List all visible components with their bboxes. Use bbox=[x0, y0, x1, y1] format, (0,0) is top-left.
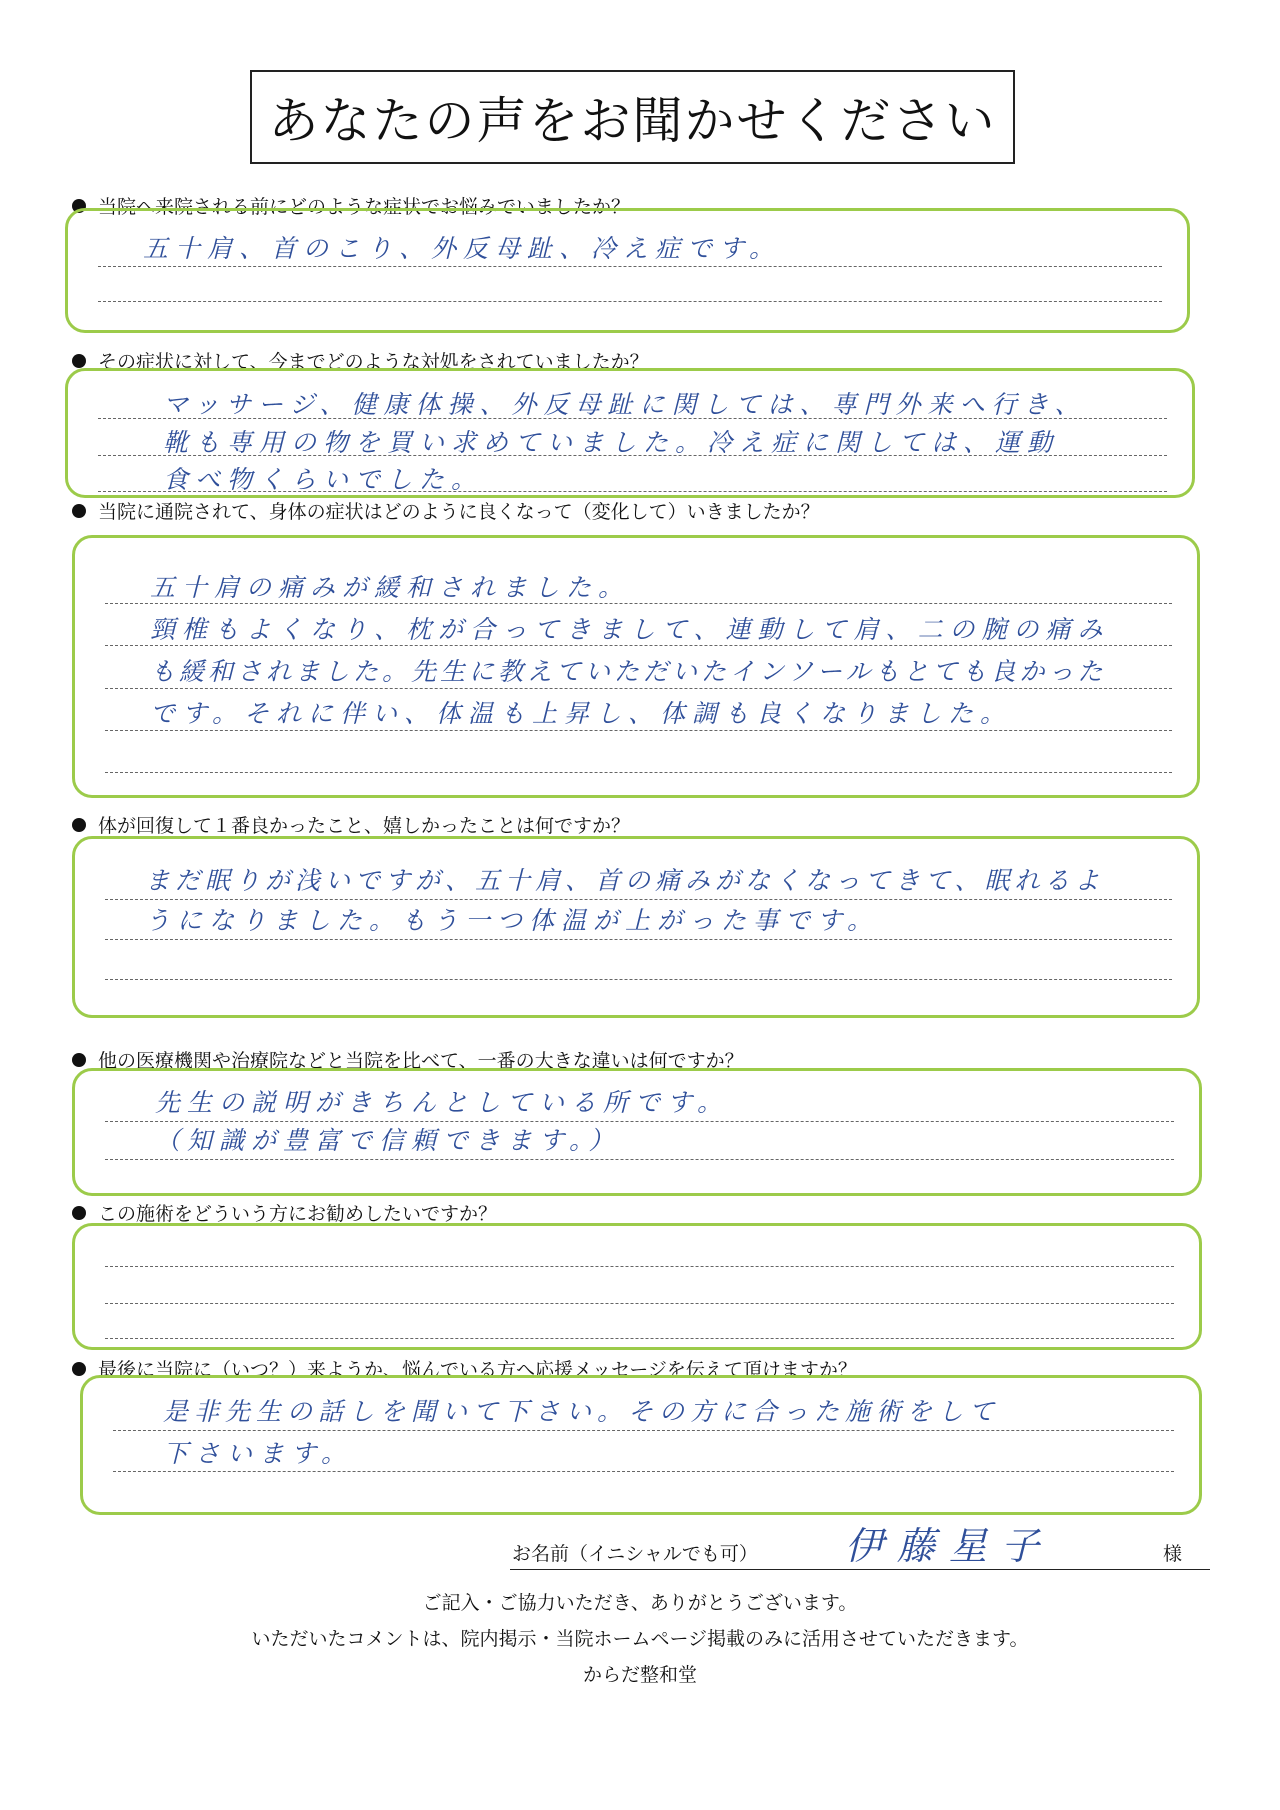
answer-line: 靴も専用の物を買い求めていました。冷え症に関しては、運動 bbox=[163, 428, 1060, 457]
answer-line: 是非先生の話しを聞いて下さい。その方に合った施術をして bbox=[163, 1397, 1001, 1426]
answer-line: 食べ物くらいでした。 bbox=[163, 465, 484, 494]
question-text: その症状に対して、今までどのような対処をされていましたか？ bbox=[98, 351, 649, 373]
name-value: 伊藤星子 bbox=[845, 1524, 1054, 1568]
answer-line: 五十肩、首のこり、外反母趾、冷え症です。 bbox=[143, 234, 782, 263]
question-6 bbox=[72, 1199, 497, 1226]
answer-line: まだ眠りが浅いですが、五十肩、首の痛みがなくなってきて、眠れるよ bbox=[145, 866, 1105, 895]
answer-rule bbox=[105, 1159, 1174, 1160]
bullet-icon bbox=[72, 818, 86, 832]
answer-box bbox=[65, 368, 1195, 498]
footer-notice: いただいたコメントは、院内掲示・当院ホームページ掲載のみに活用させていただきます。 bbox=[251, 1628, 1029, 1650]
honorific: 様 bbox=[1163, 1543, 1183, 1565]
question-text: 他の医療機関や治療院などと当院を比べて、一番の大きな違いは何ですか？ bbox=[98, 1050, 744, 1072]
answer-rule bbox=[105, 1303, 1174, 1304]
answer-rule bbox=[113, 1471, 1174, 1472]
answer-box bbox=[72, 535, 1200, 798]
name-label: お名前（イニシャルでも可） bbox=[512, 1543, 758, 1565]
answer-line: うになりました。もう一つ体温が上がった事です。 bbox=[145, 906, 880, 935]
answer-line: 五十肩の痛みが緩和されました。 bbox=[150, 573, 631, 602]
answer-rule bbox=[113, 1430, 1174, 1431]
bullet-icon bbox=[72, 1362, 86, 1376]
bullet-icon bbox=[72, 1206, 86, 1220]
page-title: あなたの声をお聞かせください bbox=[250, 70, 1015, 164]
bullet-icon bbox=[72, 1053, 86, 1067]
answer-rule bbox=[105, 730, 1172, 731]
answer-rule bbox=[105, 1266, 1174, 1267]
answer-rule bbox=[105, 979, 1172, 980]
answer-box bbox=[80, 1375, 1202, 1515]
answer-line: マッサージ、健康体操、外反母趾に関しては、専門外来へ行き、 bbox=[163, 390, 1087, 419]
answer-line: 頸椎もよくなり、枕が合ってきまして、連動して肩、二の腕の痛み bbox=[150, 615, 1110, 644]
question-4 bbox=[72, 811, 630, 838]
answer-box bbox=[72, 1223, 1202, 1350]
answer-line: （知識が豊富で信頼できます。） bbox=[155, 1126, 621, 1155]
question-text: 最後に当院に（いつ？）来ようか、悩んでいる方へ応援メッセージを伝えて頂けますか？ bbox=[98, 1359, 857, 1381]
bullet-icon bbox=[72, 354, 86, 368]
bullet-icon bbox=[72, 504, 86, 518]
answer-line: も緩和されました。先生に教えていただいたインソールもとても良かった bbox=[150, 657, 1107, 686]
answer-box bbox=[72, 836, 1200, 1018]
answer-line: 下さいます。 bbox=[163, 1439, 354, 1468]
answer-rule bbox=[105, 772, 1172, 773]
answer-line: です。それに伴い、体温も上昇し、体調も良くなりました。 bbox=[150, 699, 1013, 728]
footer-thanks: ご記入・ご協力いただき、ありがとうございます。 bbox=[422, 1592, 858, 1614]
answer-rule bbox=[98, 301, 1162, 302]
answer-rule bbox=[98, 266, 1162, 267]
name-underline bbox=[510, 1569, 1210, 1570]
question-text: 当院へ来院される前にどのような症状でお悩みでいましたか？ bbox=[98, 196, 631, 218]
question-3 bbox=[72, 497, 820, 524]
answer-rule bbox=[105, 688, 1172, 689]
name-row bbox=[0, 1515, 1280, 1575]
answer-line: 先生の説明がきちんとしている所です。 bbox=[155, 1088, 730, 1117]
answer-rule bbox=[105, 939, 1172, 940]
answer-box bbox=[72, 1068, 1202, 1196]
answer-rule bbox=[105, 1338, 1174, 1339]
answer-box bbox=[65, 208, 1190, 333]
question-text: 当院に通院されて、身体の症状はどのように良くなって（変化して）いきましたか？ bbox=[98, 501, 820, 523]
answer-rule bbox=[105, 899, 1172, 900]
question-text: 体が回復して１番良かったこと、嬉しかったことは何ですか？ bbox=[98, 815, 631, 837]
question-text: この施術をどういう方にお勧めしたいですか？ bbox=[98, 1203, 498, 1225]
footer-clinic: からだ整和堂 bbox=[582, 1664, 697, 1686]
